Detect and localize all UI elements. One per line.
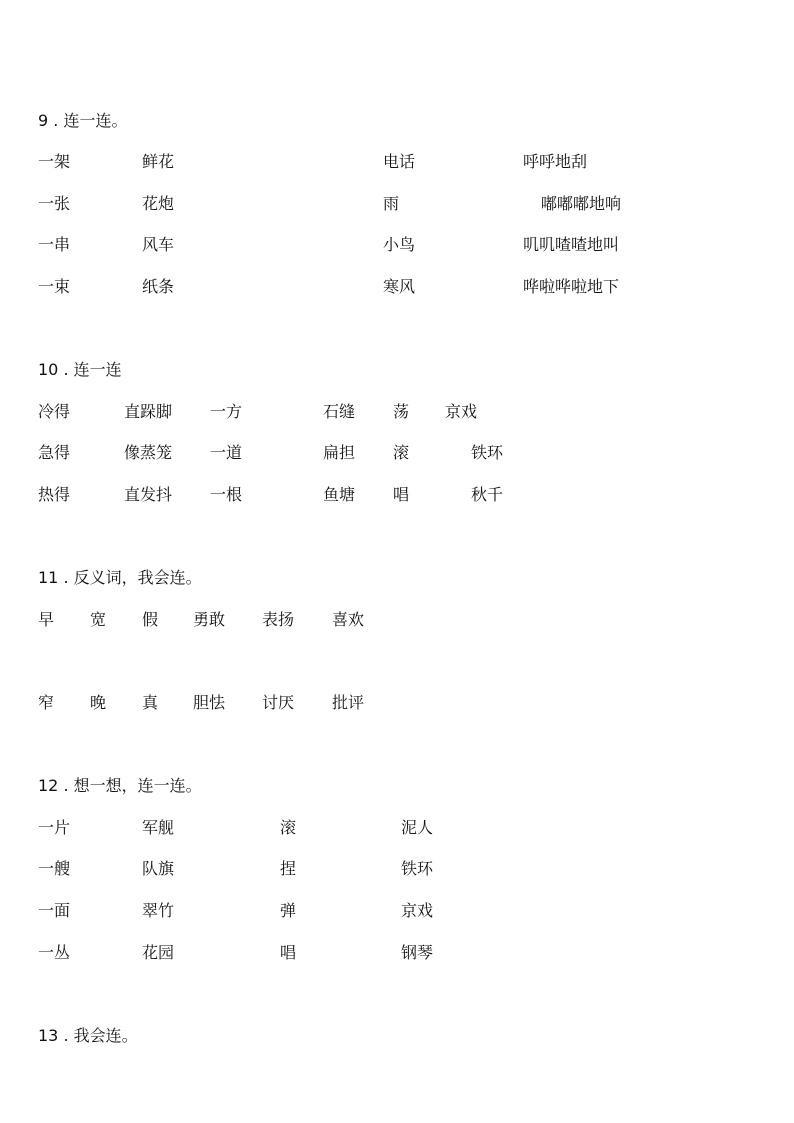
q9-word: 一束 (38, 277, 71, 296)
q12-word: 捏 (280, 859, 297, 878)
q10-word: 一根 (210, 485, 243, 504)
q12-word: 一面 (38, 901, 71, 920)
question-13-title: 13 . 我会连。 (38, 1026, 138, 1045)
q12-word: 队旗 (142, 859, 175, 878)
q9-word: 哗啦哗啦地下 (523, 277, 620, 296)
q9-word: 一架 (38, 152, 71, 171)
question-12-title: 12 . 想一想，连一连。 (38, 776, 202, 795)
q10-word: 直发抖 (124, 485, 173, 504)
q9-word: 花炮 (142, 194, 175, 213)
q9-word: 纸条 (142, 277, 175, 296)
q12-word: 京戏 (401, 901, 434, 920)
q9-word: 小鸟 (383, 235, 416, 254)
q12-word: 一艘 (38, 859, 71, 878)
question-9-title: 9 . 连一连。 (38, 111, 128, 130)
q11-word: 晚 (90, 693, 107, 712)
q12-word: 翠竹 (142, 901, 175, 920)
q11-word: 批评 (332, 693, 365, 712)
q11-word: 胆怯 (193, 693, 226, 712)
q11-word: 宽 (90, 610, 107, 629)
q11-word: 假 (142, 610, 159, 629)
q10-word: 像蒸笼 (124, 443, 173, 462)
q9-word: 一张 (38, 194, 71, 213)
question-11-title: 11 . 反义词，我会连。 (38, 568, 202, 587)
q12-word: 铁环 (401, 859, 434, 878)
q10-word: 荡 (393, 402, 410, 421)
q9-word: 鲜花 (142, 152, 175, 171)
q12-word: 唱 (280, 943, 297, 962)
q10-word: 热得 (38, 485, 71, 504)
q10-word: 直跺脚 (124, 402, 173, 421)
q9-word: 寒风 (383, 277, 416, 296)
q10-word: 秋千 (471, 485, 504, 504)
q11-word: 勇敢 (193, 610, 226, 629)
q11-word: 窄 (38, 693, 55, 712)
q9-word: 风车 (142, 235, 175, 254)
q9-word: 一串 (38, 235, 71, 254)
q12-word: 一丛 (38, 943, 71, 962)
q9-word: 雨 (383, 194, 400, 213)
q11-word: 表扬 (262, 610, 295, 629)
question-10-title: 10 . 连一连 (38, 360, 122, 379)
q12-word: 一片 (38, 818, 71, 837)
q10-word: 扁担 (323, 443, 356, 462)
q12-word: 钢琴 (401, 943, 434, 962)
q10-word: 唱 (393, 485, 410, 504)
q11-word: 真 (142, 693, 159, 712)
q10-word: 一方 (210, 402, 243, 421)
q10-word: 滚 (393, 443, 410, 462)
q12-word: 泥人 (401, 818, 434, 837)
q11-word: 讨厌 (262, 693, 295, 712)
q9-word: 电话 (383, 152, 416, 171)
q10-word: 京戏 (445, 402, 478, 421)
q9-word: 呼呼地刮 (523, 152, 588, 171)
q10-word: 一道 (210, 443, 243, 462)
q10-word: 石缝 (323, 402, 356, 421)
q10-word: 急得 (38, 443, 71, 462)
q10-word: 冷得 (38, 402, 71, 421)
q10-word: 铁环 (471, 443, 504, 462)
q9-word: 嘟嘟嘟地响 (541, 194, 622, 213)
q11-word: 喜欢 (332, 610, 365, 629)
q11-word: 早 (38, 610, 55, 629)
q10-word: 鱼塘 (323, 485, 356, 504)
q12-word: 滚 (280, 818, 297, 837)
q12-word: 花园 (142, 943, 175, 962)
q12-word: 弹 (280, 901, 297, 920)
q9-word: 叽叽喳喳地叫 (523, 235, 620, 254)
q12-word: 军舰 (142, 818, 175, 837)
